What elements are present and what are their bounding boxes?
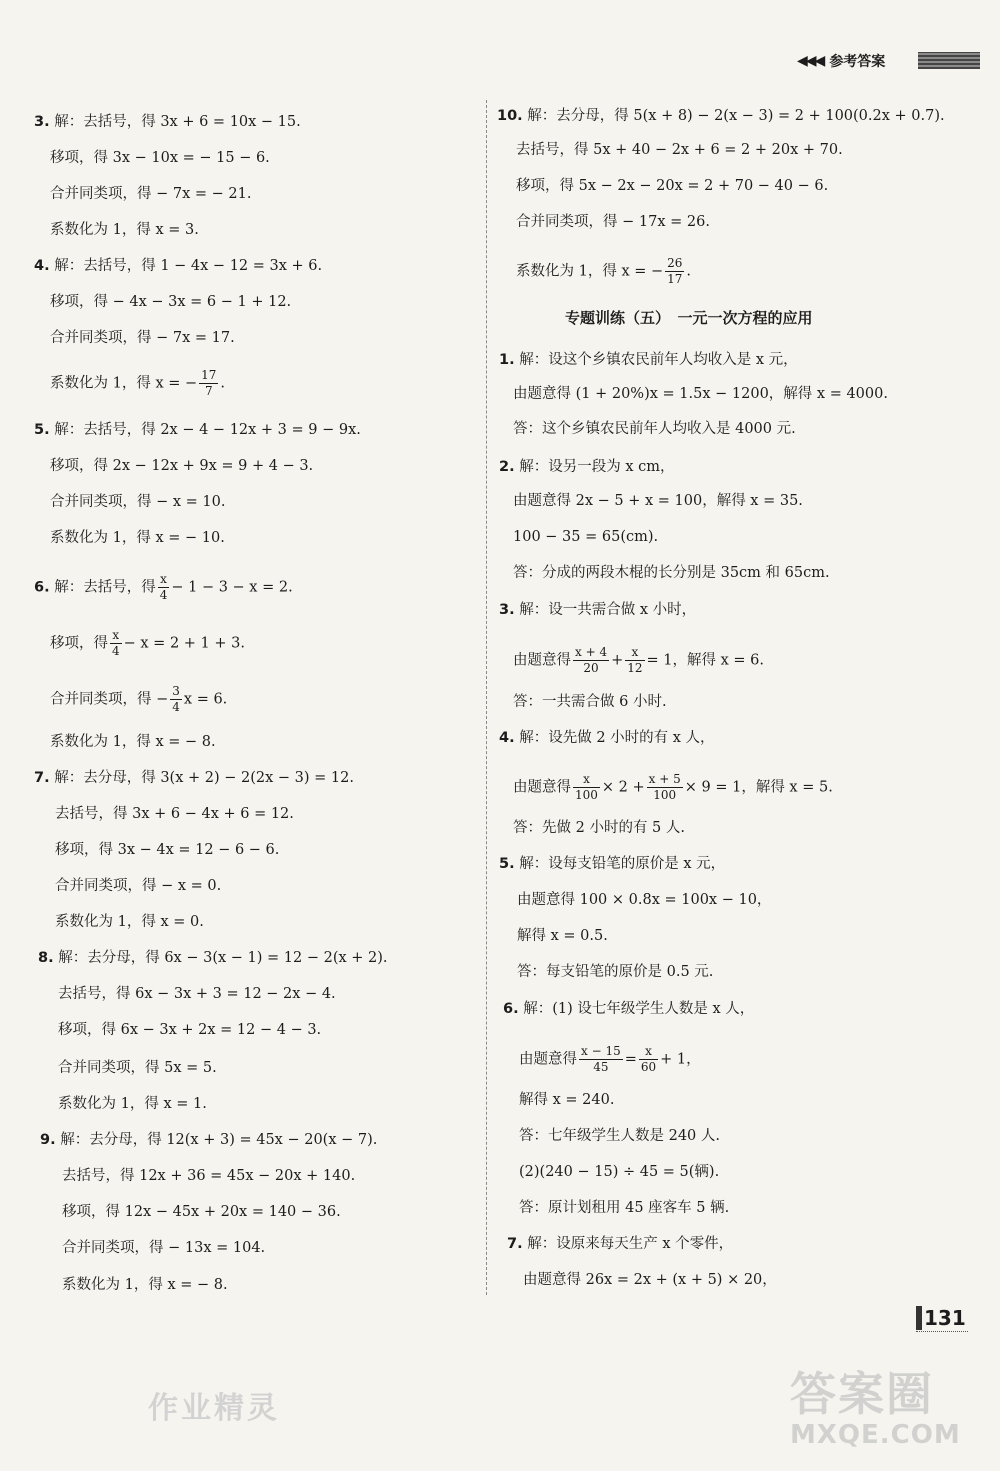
question-5-line-2: 由题意得 100 × 0.8x = 100x − 10， xyxy=(517,892,772,908)
question-5-line-4: 答：每支铅笔的原价是 0.5 元. xyxy=(517,964,714,980)
problem-9-line-3: 移项，得 12x − 45x + 20x = 140 − 36. xyxy=(62,1204,341,1220)
problem-10-line-2: 去括号，得 5x + 40 − 2x + 6 = 2 + 20x + 70. xyxy=(516,142,843,158)
header-title: 参考答案 xyxy=(829,54,886,70)
page-number-text: 131 xyxy=(924,1306,966,1330)
question-5-line-1: 5. 解：设每支铅笔的原价是 x 元， xyxy=(499,856,726,872)
fraction: $\frac{x + 4}{20}$ xyxy=(575,645,608,675)
question-4-line-1: 4. 解：设先做 2 小时的有 x 人， xyxy=(499,730,715,746)
problem-8-line-3: 移项，得 6x − 3x + 2x = 12 − 4 − 3. xyxy=(58,1022,322,1038)
question-1-line-1: 1. 解：设这个乡镇农民前年人均收入是 x 元， xyxy=(499,352,798,368)
fraction: $\frac{x}{100}$ xyxy=(575,772,598,802)
problem-10-line-4: 合并同类项，得 − 17x = 26. xyxy=(516,214,710,230)
problem-10-line-3: 移项，得 5x − 2x − 20x = 2 + 70 − 40 − 6. xyxy=(516,178,829,194)
section-title: 专题训练（五） 一元一次方程的应用 xyxy=(565,309,813,327)
problem-8-line-4: 合并同类项，得 5x = 5. xyxy=(58,1060,217,1076)
problem-10-line-1: 10. 解：去分母，得 5(x + 8) − 2(x − 3) = 2 + 100(0.2x + 0.7). xyxy=(497,108,945,124)
problem-10-line-5: 系数化为 1，得 x = − $\frac{26}{17}$ . xyxy=(516,256,692,286)
fraction: $\frac{3}{4}$ xyxy=(172,684,180,714)
problem-7-line-5: 系数化为 1，得 x = 0. xyxy=(55,914,204,930)
problem-9-line-1: 9. 解：去分母，得 12(x + 3) = 45x − 20(x − 7). xyxy=(40,1132,378,1148)
problem-7-line-4: 合并同类项，得 − x = 0. xyxy=(55,878,222,894)
question-1-line-2: 由题意得 (1 + 20%)x = 1.5x − 1200，解得 x = 4000. xyxy=(513,386,888,402)
problem-7-line-1: 7. 解：去分母，得 3(x + 2) − 2(2x − 3) = 12. xyxy=(34,770,354,786)
question-7-line-1: 7. 解：设原来每天生产 x 个零件， xyxy=(507,1236,734,1252)
question-6-line-5: (2)(240 − 15) ÷ 45 = 5(辆). xyxy=(519,1164,720,1180)
question-2-line-1: 2. 解：设另一段为 x cm， xyxy=(499,459,675,475)
problem-3-line-2: 移项，得 3x − 10x = − 15 − 6. xyxy=(50,150,270,166)
problem-9-line-5: 系数化为 1，得 x = − 8. xyxy=(62,1277,228,1293)
problem-7-line-3: 移项，得 3x − 4x = 12 − 6 − 6. xyxy=(55,842,280,858)
question-2-line-3: 100 − 35 = 65(cm). xyxy=(513,529,659,545)
question-4-line-3: 答：先做 2 小时的有 5 人. xyxy=(513,820,685,836)
fraction: $\frac{x}{60}$ xyxy=(640,1044,657,1074)
problem-4-line-4: 系数化为 1，得 x = − $\frac{17}{7}$ . xyxy=(50,368,226,398)
question-6-line-2: 由题意得 $\frac{x - 15}{45}$ = $\frac{x}{60}$ + 1， xyxy=(519,1044,701,1074)
problem-9-line-2: 去括号，得 12x + 36 = 45x − 20x + 140. xyxy=(62,1168,356,1184)
problem-4-line-3: 合并同类项，得 − 7x = 17. xyxy=(50,330,235,346)
question-4-line-2: 由题意得 $\frac{x}{100}$ × 2 + $\frac{x + 5}{100}$ × 9 = 1，解得 x = 5. xyxy=(513,772,833,802)
watermark-text: 答案圈 xyxy=(790,1367,934,1421)
watermark-logo xyxy=(790,1358,980,1458)
fraction: $\frac{26}{17}$ xyxy=(667,256,683,286)
question-6-line-4: 答：七年级学生人数是 240 人. xyxy=(519,1128,721,1144)
fraction: $\frac{x}{4}$ xyxy=(159,572,168,602)
question-6-line-6: 答：原计划租用 45 座客车 5 辆. xyxy=(519,1200,730,1216)
question-2-line-4: 答：分成的两段木棍的长分别是 35cm 和 65cm. xyxy=(513,565,830,581)
problem-8-line-5: 系数化为 1，得 x = 1. xyxy=(58,1096,207,1112)
question-3-line-2: 由题意得 $\frac{x + 4}{20}$ + $\frac{x}{12}$ = 1，解得 x = 6. xyxy=(513,645,765,675)
chevron-left-icon: ◀◀◀ xyxy=(797,53,824,69)
question-6-line-1: 6. 解：(1) 设七年级学生人数是 x 人， xyxy=(503,1001,755,1017)
problem-5-line-1: 5. 解：去括号，得 2x − 4 − 12x + 3 = 9 − 9x. xyxy=(34,422,361,438)
problem-6-line-2: 移项，得 $\frac{x}{4}$ − x = 2 + 1 + 3. xyxy=(50,628,245,658)
problem-5-line-3: 合并同类项，得 − x = 10. xyxy=(50,494,226,510)
question-6-line-3: 解得 x = 240. xyxy=(519,1092,615,1108)
question-1-line-3: 答：这个乡镇农民前年人均收入是 4000 元. xyxy=(513,421,796,437)
question-7-line-2: 由题意得 26x = 2x + (x + 5) × 20， xyxy=(523,1272,777,1288)
question-2-line-2: 由题意得 2x − 5 + x = 100，解得 x = 35. xyxy=(513,493,803,509)
question-5-line-3: 解得 x = 0.5. xyxy=(517,928,608,944)
page-number-marker xyxy=(916,1306,922,1330)
question-3-line-3: 答：一共需合做 6 小时. xyxy=(513,694,667,710)
problem-4-line-1: 4. 解：去括号，得 1 − 4x − 12 = 3x + 6. xyxy=(34,258,323,274)
faint-stamp: 作业精灵 xyxy=(148,1391,280,1426)
problem-8-line-2: 去括号，得 6x − 3x + 3 = 12 − 2x − 4. xyxy=(58,986,336,1002)
fraction: $\frac{x + 5}{100}$ xyxy=(648,772,681,802)
header-bar-decoration xyxy=(918,52,980,69)
fraction: $\frac{x}{12}$ xyxy=(627,645,643,675)
problem-5-line-4: 系数化为 1，得 x = − 10. xyxy=(50,530,225,546)
problem-5-line-2: 移项，得 2x − 12x + 9x = 9 + 4 − 3. xyxy=(50,458,314,474)
problem-6-line-3: 合并同类项，得 − $\frac{3}{4}$ x = 6. xyxy=(50,684,228,714)
problem-3-line-1: 3. 解：去括号，得 3x + 6 = 10x − 15. xyxy=(34,114,301,130)
fraction: $\frac{17}{7}$ xyxy=(201,368,217,398)
column-divider xyxy=(486,100,487,1295)
fraction: $\frac{x}{4}$ xyxy=(112,628,120,658)
header-tag xyxy=(797,50,885,72)
watermark-url: MXQE.COM xyxy=(790,1420,961,1450)
problem-7-line-2: 去括号，得 3x + 6 − 4x + 6 = 12. xyxy=(55,806,294,822)
page-number-underline xyxy=(916,1331,968,1332)
fraction: $\frac{x - 15}{45}$ xyxy=(581,1044,621,1074)
problem-6-line-4: 系数化为 1，得 x = − 8. xyxy=(50,734,216,750)
problem-3-line-4: 系数化为 1，得 x = 3. xyxy=(50,222,199,238)
page-number xyxy=(916,1305,966,1331)
problem-8-line-1: 8. 解：去分母，得 6x − 3(x − 1) = 12 − 2(x + 2). xyxy=(38,950,388,966)
problem-6-line-1: 6. 解：去括号，得 $\frac{x}{4}$ − 1 − 3 − x = 2. xyxy=(34,572,293,602)
problem-9-line-4: 合并同类项，得 − 13x = 104. xyxy=(62,1240,266,1256)
problem-4-line-2: 移项，得 − 4x − 3x = 6 − 1 + 12. xyxy=(50,294,292,310)
problem-3-line-3: 合并同类项，得 − 7x = − 21. xyxy=(50,186,252,202)
question-3-line-1: 3. 解：设一共需合做 x 小时， xyxy=(499,602,697,618)
